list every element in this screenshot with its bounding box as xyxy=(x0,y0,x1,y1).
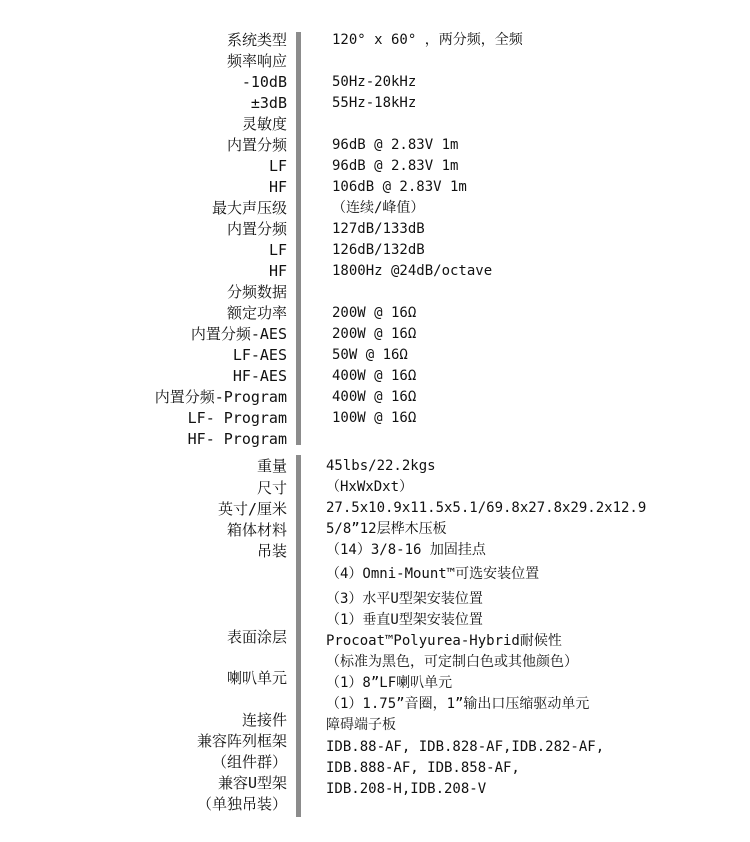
spec-value: （3）水平U型架安装位置 xyxy=(326,591,483,607)
spec-value: 106dB @ 2.83V 1m xyxy=(332,179,467,195)
spec-value: 45lbs/22.2kgs xyxy=(326,458,436,474)
spec-value: （1）1.75”音圈，1”输出口压缩驱动单元 xyxy=(326,696,590,712)
spec-value: 障碍端子板 xyxy=(326,717,396,733)
spec-label: 频率响应 xyxy=(226,52,287,70)
spec-value: 200W @ 16Ω xyxy=(332,305,417,321)
spec-label: HF-AES xyxy=(232,367,287,385)
spec-value: （标准为黑色，可定制白色或其他颜色） xyxy=(326,654,578,670)
spec-value: （连续/峰值） xyxy=(332,200,425,216)
spec-label: ±3dB xyxy=(250,94,287,112)
spec-label: LF-AES xyxy=(232,346,287,364)
spec-label: 英寸/厘米 xyxy=(217,500,287,518)
spec-value: （14）3/8-16 加固挂点 xyxy=(326,542,486,558)
spec-label: 最大声压级 xyxy=(211,199,287,217)
spec-label: 重量 xyxy=(256,457,287,475)
spec-value: 400W @ 16Ω xyxy=(332,368,417,384)
spec-label: 表面涂层 xyxy=(226,628,287,646)
spec-value: 5/8”12层桦木压板 xyxy=(326,521,447,537)
spec-label: 兼容阵列框架 xyxy=(196,732,287,750)
spec-label: 内置分频-AES xyxy=(190,325,287,343)
spec-label: 喇叭单元 xyxy=(226,669,287,687)
spec-value: 1800Hz @24dB/octave xyxy=(332,263,493,279)
spec-label: 内置分频-Program xyxy=(154,388,287,406)
spec-value: 120° x 60° ，两分频，全频 xyxy=(332,32,523,48)
spec-label: LF- Program xyxy=(187,409,287,427)
spec-value: 50W @ 16Ω xyxy=(332,347,408,363)
spec-value: Procoat™Polyurea-Hybrid耐候性 xyxy=(326,633,562,649)
spec-label: 尺寸 xyxy=(256,479,287,497)
spec-value: 400W @ 16Ω xyxy=(332,389,417,405)
spec-value: 127dB/133dB xyxy=(332,221,425,237)
spec-label: HF xyxy=(268,262,287,280)
spec-label: （单独吊装） xyxy=(196,795,287,813)
spec-label: 系统类型 xyxy=(226,31,287,49)
spec-value: IDB.88-AF, IDB.828-AF,IDB.282-AF, xyxy=(326,739,605,755)
column-divider xyxy=(296,455,301,817)
spec-label: HF- Program xyxy=(187,430,287,448)
spec-value: 27.5x10.9x11.5x5.1/69.8x27.8x29.2x12.9 xyxy=(326,500,647,516)
spec-label: 吊装 xyxy=(256,542,287,560)
spec-value: 50Hz-20kHz xyxy=(332,74,417,90)
spec-value: （1）垂直U型架安装位置 xyxy=(326,612,483,628)
spec-label: 内置分频 xyxy=(226,136,287,154)
spec-label: HF xyxy=(268,178,287,196)
spec-label: 额定功率 xyxy=(226,304,287,322)
spec-value: 96dB @ 2.83V 1m xyxy=(332,137,459,153)
spec-value: （1）8”LF喇叭单元 xyxy=(326,675,453,691)
spec-value: 200W @ 16Ω xyxy=(332,326,417,342)
column-divider xyxy=(296,32,301,445)
spec-value: （HxWxDxt） xyxy=(326,479,414,495)
spec-label: （组件群） xyxy=(211,753,287,771)
spec-label: 连接件 xyxy=(241,711,287,729)
spec-value: 96dB @ 2.83V 1m xyxy=(332,158,459,174)
spec-label: LF xyxy=(268,241,287,259)
spec-label: 兼容U型架 xyxy=(217,774,287,792)
spec-label: LF xyxy=(268,157,287,175)
spec-label: 灵敏度 xyxy=(241,115,287,133)
spec-label: 内置分频 xyxy=(226,220,287,238)
spec-value: 100W @ 16Ω xyxy=(332,410,417,426)
spec-value: 126dB/132dB xyxy=(332,242,425,258)
spec-value: （4）Omni-Mount™可选安装位置 xyxy=(326,566,540,582)
spec-label: 箱体材料 xyxy=(226,521,287,539)
spec-label: -10dB xyxy=(241,73,287,91)
spec-value: IDB.888-AF, IDB.858-AF, xyxy=(326,760,520,776)
spec-label: 分频数据 xyxy=(226,283,287,301)
spec-value: IDB.208-H,IDB.208-V xyxy=(326,781,487,797)
spec-value: 55Hz-18kHz xyxy=(332,95,417,111)
